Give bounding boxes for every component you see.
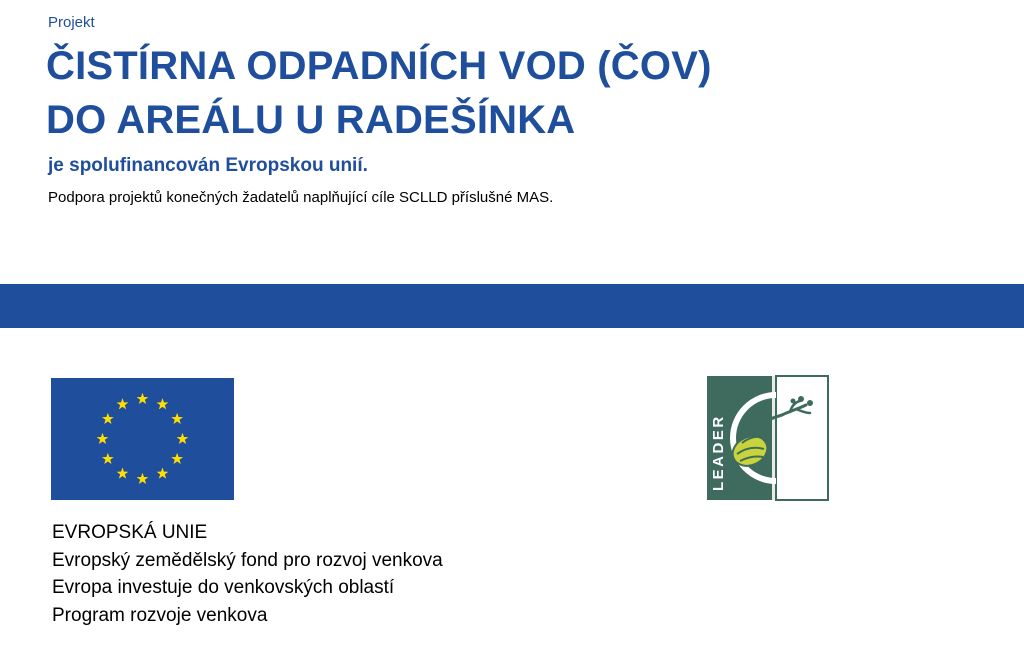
eu-slogan: Evropa investuje do venkovských oblastí: [52, 577, 395, 598]
eu-name: EVROPSKÁ UNIE: [52, 522, 208, 543]
support-note: Podpora projektů konečných žadatelů naplňující cíle SCLLD příslušné MAS.: [48, 189, 554, 206]
program-name: Program rozvoje venkova: [52, 604, 268, 626]
leader-logo-text: LEADER: [710, 414, 727, 491]
project-title-line-2: DO AREÁLU U RADEŠÍNKA: [46, 98, 576, 142]
leader-logo-icon: [706, 375, 830, 501]
project-title-line-1: ČISTÍRNA ODPADNÍCH VOD (ČOV): [46, 44, 712, 88]
funding-statement: je spolufinancován Evropskou unií.: [48, 155, 368, 176]
blue-divider-band: [0, 284, 1024, 328]
eu-flag-icon: [51, 378, 234, 500]
eu-funding-block: [52, 519, 443, 629]
project-kicker: Projekt: [48, 14, 95, 31]
fund-name: Evropský zemědělský fond pro rozvoj venkova: [52, 549, 443, 571]
